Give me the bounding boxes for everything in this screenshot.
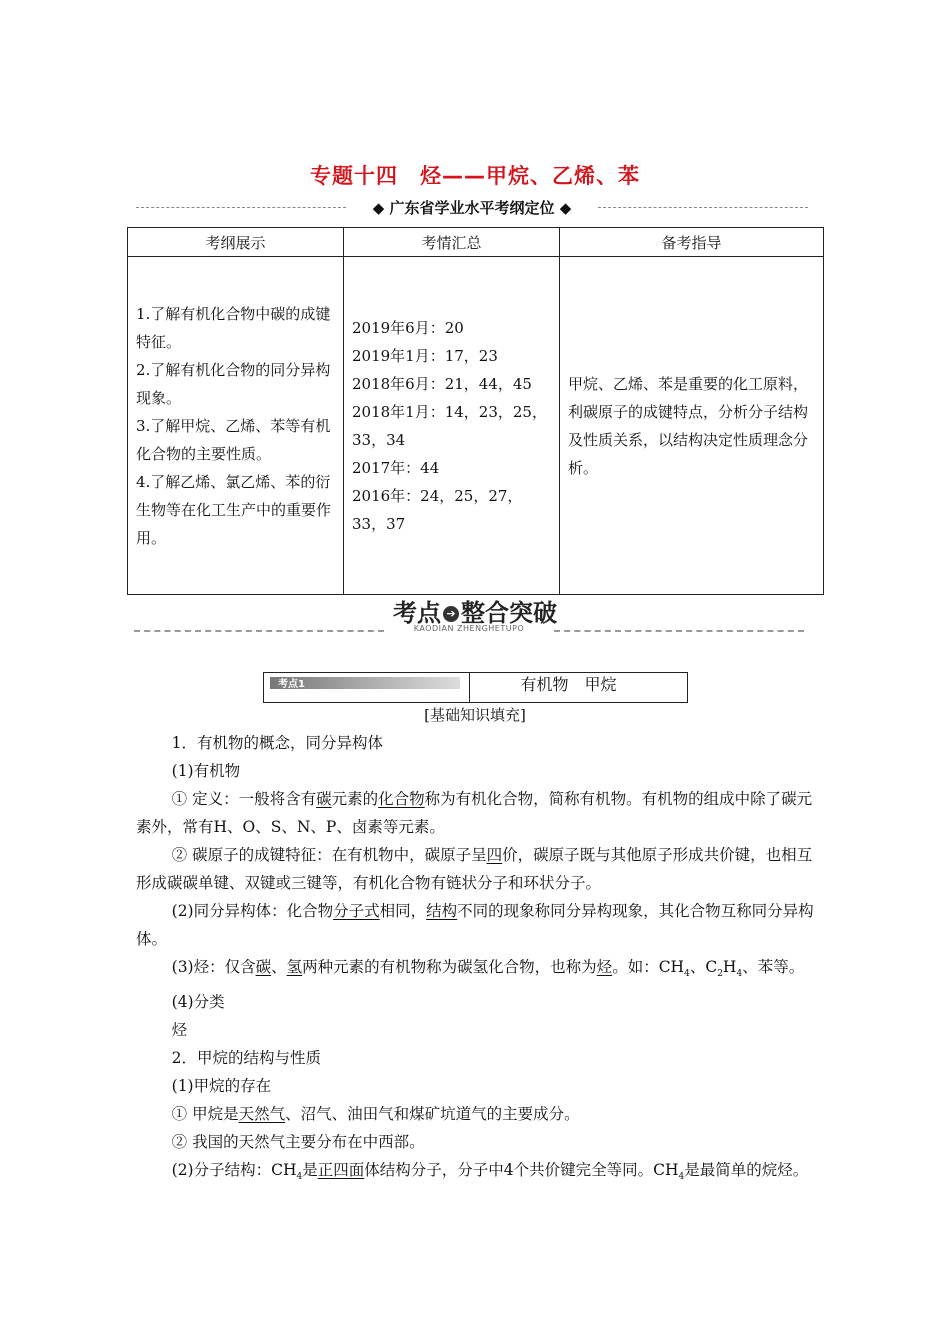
kaodian-topic: 有机物 甲烷 xyxy=(520,675,617,694)
prep-guide-cell: 甲烷、乙烯、苯是重要的化工原料，利碳原子的成键特点，分析分子结构及性质关系，以结构决定性质理念分析。 xyxy=(560,257,824,595)
outline-item: 2.了解有机化合物的同分异构现象。 xyxy=(136,360,331,407)
banner-rule-right xyxy=(598,207,808,208)
arrow-right-icon: ➔ xyxy=(443,606,459,622)
paragraph: (2)分子结构：$CH_4$是正四面体结构分子，分子中4个共价键完全等同。$CH_4$是最简单的烷烃。 xyxy=(171,1161,809,1183)
diamond-icon: ◆ xyxy=(559,199,572,217)
banner-label: 广东省学业水平考纲定位 xyxy=(389,199,555,217)
paragraph: 烃 xyxy=(171,1021,188,1040)
exam-item: 2018年6月：21，44，45 xyxy=(352,374,532,393)
exam-summary-cell xyxy=(344,257,560,595)
section-heading-right: 整合突破 xyxy=(461,599,557,627)
exam-item: 2016年：24，25，27，33，37 xyxy=(352,486,523,533)
exam-item: 2018年1月：14，23，25，33，34 xyxy=(352,402,547,449)
section-heading xyxy=(0,593,950,628)
paragraph: (2)同分异构体：化合物分子式相同，结构不同的现象称同分异构现象，其化合物互称同分异构体。 xyxy=(136,902,814,948)
paragraph: (1)有机物 xyxy=(171,762,241,780)
diamond-icon: ◆ xyxy=(372,199,385,217)
paragraph: 1．有机物的概念，同分异构体 xyxy=(171,734,384,752)
body-text xyxy=(136,729,816,1191)
kaodian-box xyxy=(263,672,688,703)
outline-item: 3.了解甲烷、乙烯、苯等有机化合物的主要性质。 xyxy=(136,416,331,463)
page-title: 专题十四 烃——甲烷、乙烯、苯 xyxy=(310,164,640,188)
exam-item: 2019年1月：17，23 xyxy=(352,346,498,365)
dash-rule-right xyxy=(554,630,804,632)
fill-label: [基础知识填充] xyxy=(424,706,526,724)
kaodian-tag: 考点1 xyxy=(278,679,305,690)
section-sub-label: KAODIAN ZHENGHETUPO xyxy=(413,624,525,633)
paragraph: ① 定义：一般将含有碳元素的化合物称为有机化合物，简称有机物。有机物的组成中除了碳元素外，常有H、O、S、N、P、卤素等元素。 xyxy=(136,790,813,836)
header-prep-guide: 备考指导 xyxy=(560,228,824,257)
exam-item: 2017年：44 xyxy=(352,458,440,477)
section-subheading xyxy=(134,626,804,636)
section-heading-left: 考点 xyxy=(393,599,441,627)
paragraph: (4)分类 xyxy=(171,993,225,1012)
exam-item: 2019年6月：20 xyxy=(352,318,464,337)
paragraph: ② 我国的天然气主要分布在中西部。 xyxy=(171,1133,425,1152)
header-outline: 考纲展示 xyxy=(128,228,344,257)
paragraph: 2．甲烷的结构与性质 xyxy=(171,1049,322,1068)
paragraph: ① 甲烷是天然气、沼气、油田气和煤矿坑道气的主要成分。 xyxy=(171,1105,580,1124)
outline-item: 4.了解乙烯、氯乙烯、苯的衍生物等在化工生产中的重要作用。 xyxy=(136,472,332,547)
outline-banner xyxy=(136,197,808,219)
outline-cell xyxy=(128,257,344,595)
paragraph: (1)甲烷的存在 xyxy=(171,1077,272,1096)
paragraph: ② 碳原子的成键特征：在有机物中，碳原子呈四价，碳原子既与其他原子形成共价键，也相互形成碳碳单键、双键或三键等，有机化合物有链状分子和环状分子。 xyxy=(136,846,813,892)
header-exam-summary: 考情汇总 xyxy=(344,228,560,257)
paragraph: (3)烃：仅含碳、氢两种元素的有机物称为碳氢化合物，也称为烃。如：$CH_4$、$C_2H_4$、苯等。 xyxy=(171,958,805,980)
outline-table xyxy=(127,227,824,595)
outline-item: 1.了解有机化合物中碳的成键特征。 xyxy=(136,304,331,351)
